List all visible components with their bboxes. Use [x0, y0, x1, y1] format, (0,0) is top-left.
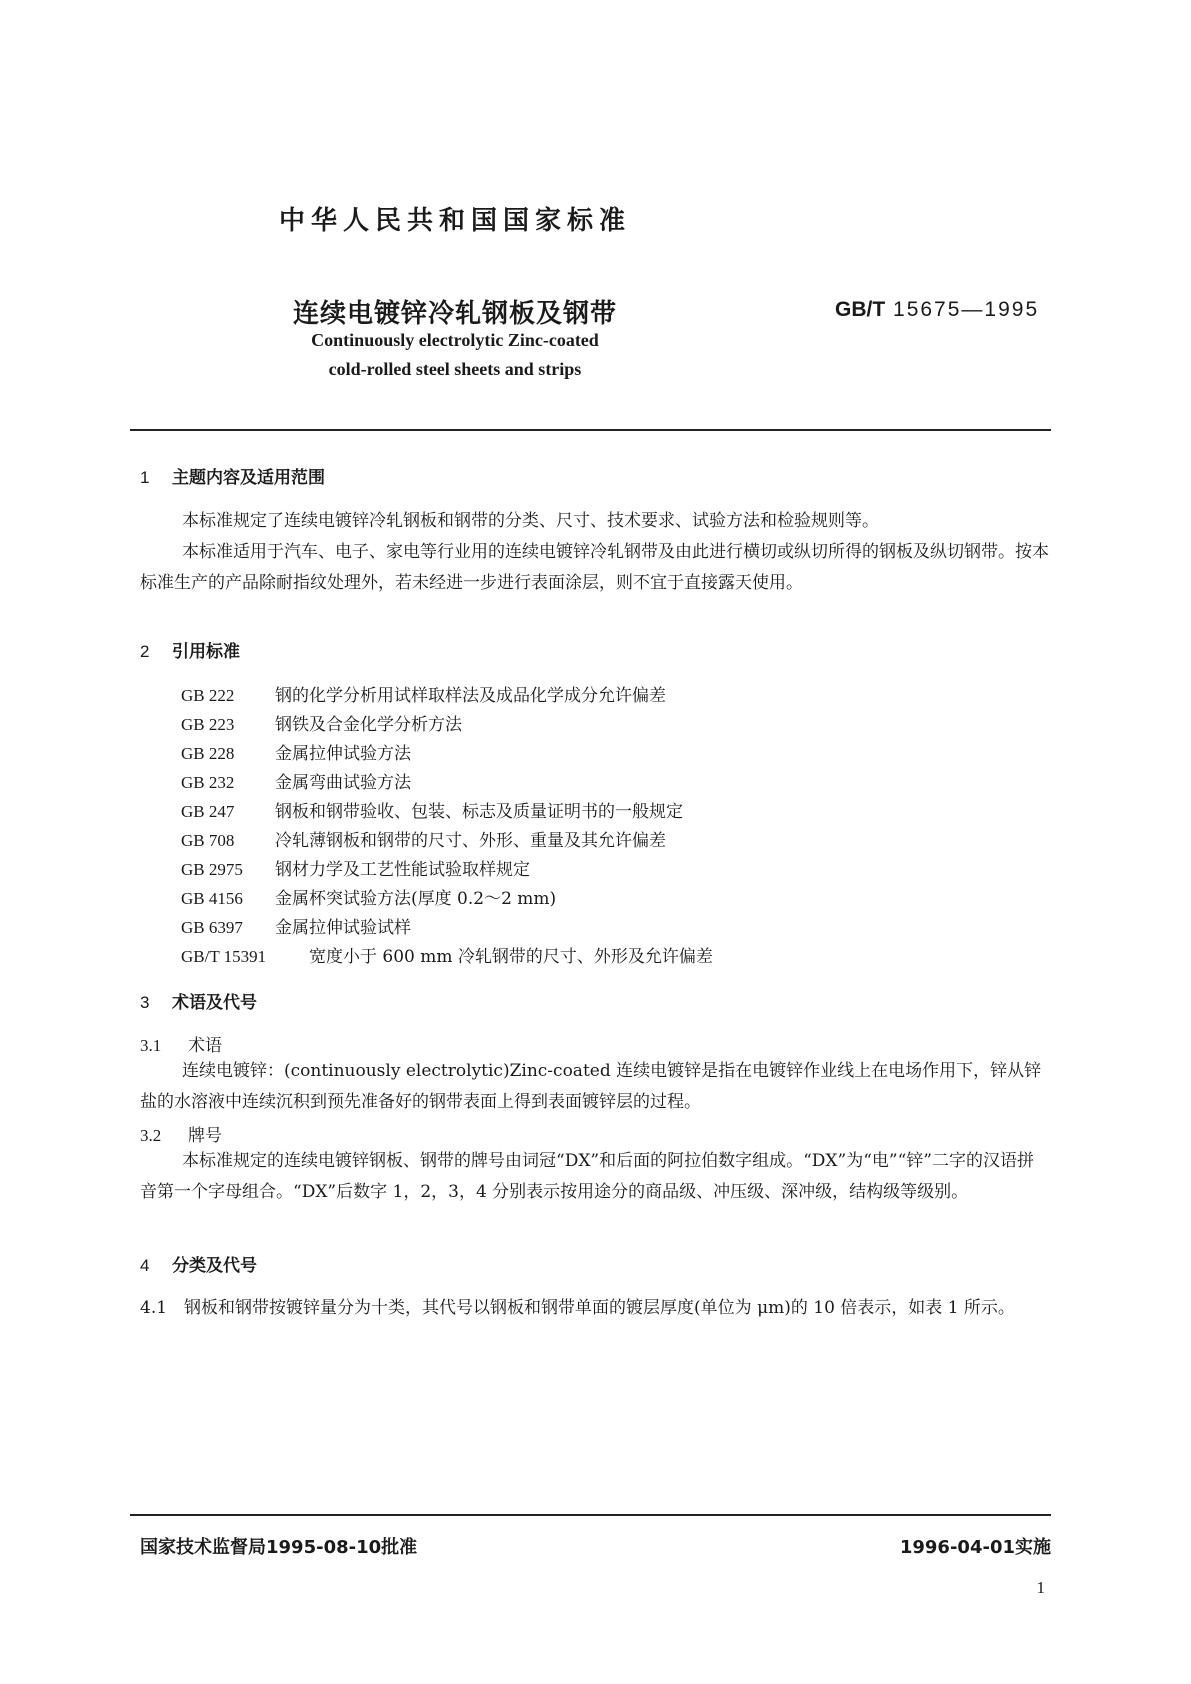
section-1-number: 1: [140, 468, 150, 487]
reference-title: 钢铁及合金化学分析方法: [275, 715, 462, 735]
section-3-2-heading: [140, 1121, 222, 1146]
reference-item: [181, 681, 666, 706]
section-2-number: 2: [140, 642, 150, 661]
section-3-heading: [140, 988, 257, 1013]
reference-item: [181, 855, 530, 880]
reference-code: GB 4156: [181, 889, 243, 908]
reference-title: 金属杯突试验方法(厚度 0.2～2 mm): [275, 889, 557, 909]
reference-code: GB 223: [181, 715, 235, 734]
section-3-title: 术语及代号: [172, 993, 257, 1013]
reference-title: 金属弯曲试验方法: [275, 773, 411, 793]
section-3-number: 3: [140, 993, 150, 1012]
reference-title: 钢的化学分析用试样取样法及成品化学成分允许偏差: [275, 686, 666, 706]
section-3-1-title: 术语: [188, 1036, 222, 1056]
footer-divider: [130, 1514, 1051, 1516]
header-divider: [130, 429, 1051, 431]
section-3-2-number: 3.2: [140, 1126, 162, 1145]
section-3-1-text: 连续电镀锌：(continuously electrolytic)Zinc-coated 连续电镀锌是指在电镀锌作业线上在电场作用下，锌从锌盐的水溶液中连续沉积到预先准备好的钢带表面上得到表面镀锌层的过程。: [140, 1061, 1042, 1112]
national-standard-heading: 中华人民共和国国家标准: [278, 206, 631, 236]
reference-code: GB 6397: [181, 918, 243, 937]
section-3-2-text: 本标准规定的连续电镀锌钢板、钢带的牌号由词冠“DX”和后面的阿拉伯数字组成。“DX”为“电”“锌”二字的汉语拼音第一个字母组合。“DX”后数字 1，2，3，4 分别表示按用途分的商品级、冲压级、深冲级，结构级等级别。: [140, 1151, 1034, 1202]
section-4-number: 4: [140, 1256, 150, 1275]
reference-code: GB 222: [181, 686, 235, 705]
reference-item: [181, 884, 556, 909]
page-number: 1: [1036, 1578, 1045, 1597]
standard-prefix: GB/T: [835, 298, 886, 321]
reference-title: 金属拉伸试验试样: [275, 918, 411, 938]
section-1-paragraph-2: 本标准适用于汽车、电子、家电等行业用的连续电镀锌冷轧钢带及由此进行横切或纵切所得的钢板及纵切钢带。按本标准生产的产品除耐指纹处理外，若未经进一步进行表面涂层，则不宜于直接露天使用。: [140, 542, 1049, 593]
reference-code: GB 2975: [181, 860, 243, 879]
reference-code: GB 228: [181, 744, 235, 763]
document-title-en-line2: cold-rolled steel sheets and strips: [328, 359, 582, 379]
reference-code: GB 232: [181, 773, 235, 792]
reference-title: 冷轧薄钢板和钢带的尺寸、外形、重量及其允许偏差: [275, 831, 666, 851]
section-4-1-text: 4.1 钢板和钢带按镀锌量分为十类，其代号以钢板和钢带单面的镀层厚度(单位为 μm)的 10 倍表示，如表 1 所示。: [140, 1298, 1015, 1318]
reference-title: 钢板和钢带验收、包装、标志及质量证明书的一般规定: [275, 802, 683, 822]
reference-title: 钢材力学及工艺性能试验取样规定: [275, 860, 530, 880]
standard-number-value: 15675—1995: [893, 298, 1040, 321]
document-title-en-line1: Continuously electrolytic Zinc-coated: [311, 330, 599, 350]
reference-title: 宽度小于 600 mm 冷轧钢带的尺寸、外形及允许偏差: [309, 947, 713, 967]
section-3-2-title: 牌号: [188, 1126, 222, 1146]
standard-number: [835, 298, 1039, 322]
section-3-1-heading: [140, 1031, 222, 1056]
document-title-cn: 连续电镀锌冷轧钢板及钢带: [292, 299, 617, 329]
approval-line: 国家技术监督局1995-08-10批准: [140, 1537, 418, 1558]
section-1-title: 主题内容及适用范围: [172, 468, 325, 488]
reference-item: [181, 913, 411, 938]
reference-item: [181, 942, 713, 967]
section-4-heading: [140, 1251, 257, 1276]
reference-title: 金属拉伸试验方法: [275, 744, 411, 764]
section-4-title: 分类及代号: [172, 1256, 257, 1276]
reference-item: [181, 797, 683, 822]
section-2-heading: [140, 637, 240, 662]
section-1-heading: [140, 463, 325, 488]
reference-code: GB 708: [181, 831, 235, 850]
reference-item: [181, 739, 411, 764]
reference-code: GB/T 15391: [181, 947, 267, 966]
reference-item: [181, 768, 411, 793]
reference-code: GB 247: [181, 802, 235, 821]
section-2-title: 引用标准: [172, 642, 240, 662]
reference-item: [181, 826, 666, 851]
section-1-paragraph-1: 本标准规定了连续电镀锌冷轧钢板和钢带的分类、尺寸、技术要求、试验方法和检验规则等。: [182, 511, 879, 531]
section-3-1-number: 3.1: [140, 1036, 162, 1055]
reference-item: [181, 710, 462, 735]
implementation-line: 1996-04-01实施: [899, 1537, 1051, 1558]
